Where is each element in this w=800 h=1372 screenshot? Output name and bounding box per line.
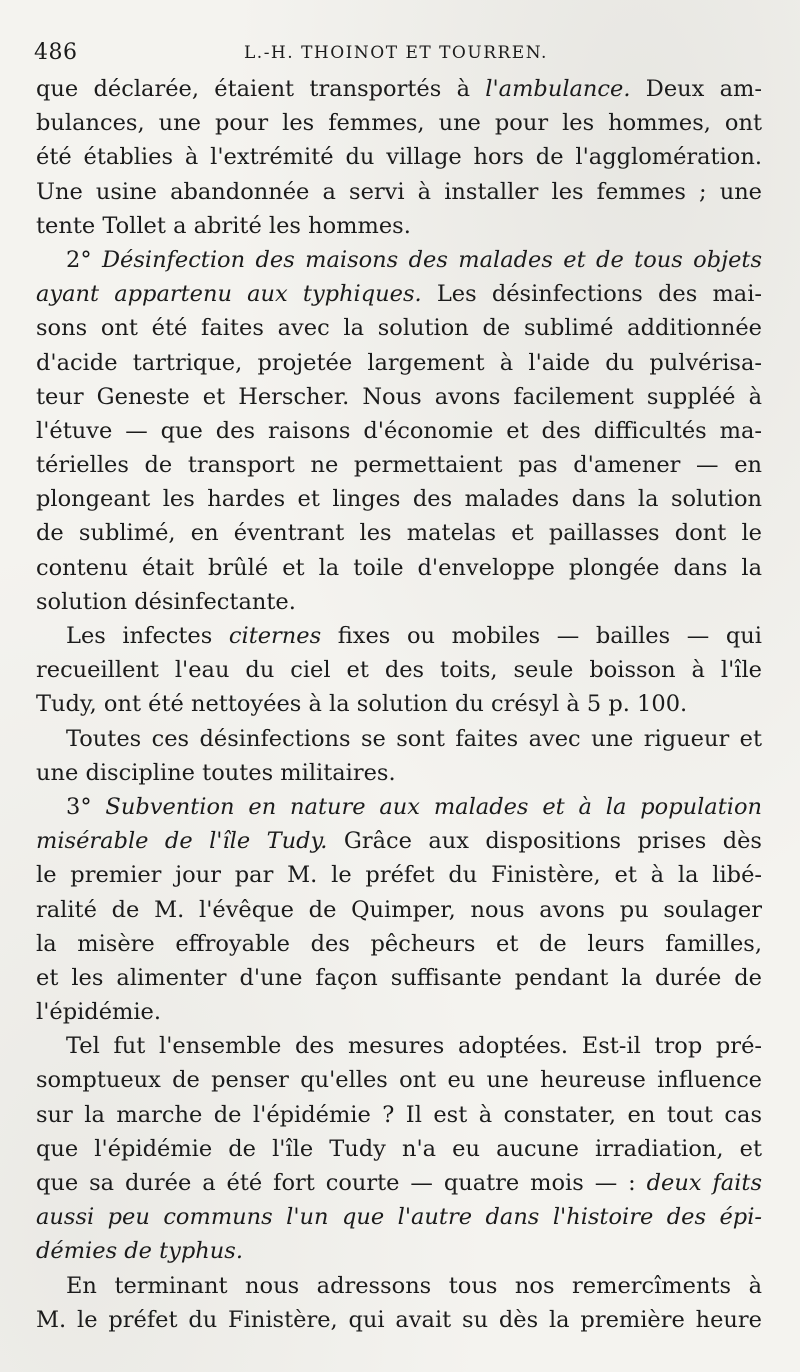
text-run: sur la marche de l'épidémie ? Il est à constater, en tout cas [36, 1101, 762, 1128]
text-run: contenu était brûlé et la toile d'enveloppe plongée dans la [36, 554, 762, 581]
text-line [36, 448, 762, 482]
running-head: L.-H. THOINOT ET TOURREN. [244, 43, 548, 63]
text-run: Les infectes [66, 623, 229, 649]
text-run: 3° [66, 793, 106, 820]
text-line [36, 1166, 762, 1200]
text-run: fixes ou mobiles — bailles — qui [321, 623, 762, 649]
text-line [36, 619, 762, 653]
text-line [36, 311, 762, 345]
body-text [36, 72, 762, 1337]
paragraph [36, 243, 762, 619]
italic-text-run: ayant appartenu aux typhiques. [36, 281, 422, 308]
text-run: sons ont été faites avec la solution de sublimé additionnée [36, 315, 762, 342]
text-run: l'étuve — que des raisons d'économie et des difficultés ma- [36, 417, 762, 444]
text-line [36, 106, 762, 140]
text-line [36, 209, 762, 243]
paragraph [36, 790, 762, 1029]
text-run: une discipline toutes militaires. [36, 759, 396, 786]
page-header [34, 34, 764, 74]
text-line [36, 790, 762, 824]
text-line [36, 414, 762, 448]
text-run: Deux am- [630, 76, 762, 102]
text-line [36, 653, 762, 687]
text-line [36, 1303, 762, 1337]
text-line [36, 346, 762, 380]
text-run: que déclarée, étaient transportés à [36, 76, 486, 102]
text-line [36, 1269, 762, 1303]
paragraph [36, 619, 762, 722]
text-run: la misère effroyable des pêcheurs et de leurs familles, [36, 930, 762, 957]
text-run: d'acide tartrique, projetée largement à l'aide du pulvérisa- [36, 349, 762, 376]
text-run: tente Tollet a abrité les hommes. [36, 212, 411, 239]
text-line [36, 1029, 762, 1063]
text-line [36, 995, 762, 1029]
text-line [36, 893, 762, 927]
text-run: M. le préfet du Finistère, qui avait su dès la première heure [36, 1306, 762, 1333]
text-run: Toutes ces désinfections se sont faites avec une rigueur et [66, 725, 762, 752]
text-line [36, 1234, 762, 1268]
text-run: le premier jour par M. le préfet du Finistère, et à la libé- [36, 862, 762, 889]
text-run: 2° [66, 246, 102, 273]
text-line [36, 585, 762, 619]
text-line [36, 277, 762, 311]
italic-text-run: deux faits [646, 1170, 762, 1196]
text-run: été établies à l'extrémité du village hors de l'agglomération. [36, 144, 762, 171]
text-line [36, 858, 762, 892]
italic-text-run: l'ambulance. [485, 76, 631, 102]
text-line [36, 1132, 762, 1166]
text-line [36, 1200, 762, 1234]
italic-text-run: Désinfection des maisons des malades et de tous objets [101, 246, 762, 273]
text-run: recueillent l'eau du ciel et des toits, seule boisson à l'île [36, 657, 762, 684]
text-line [36, 516, 762, 550]
text-run: et les alimenter d'une façon suffisante pendant la durée de [36, 964, 762, 991]
text-line [36, 961, 762, 995]
text-line [36, 551, 762, 585]
text-run: Tudy, ont été nettoyées à la solution du crésyl à 5 p. 100. [36, 691, 688, 718]
text-run: somptueux de penser qu'elles ont eu une heureuse influence [36, 1067, 762, 1094]
text-run: l'épidémie. [36, 999, 162, 1026]
text-run: térielles de transport ne permettaient pas d'amener — en [36, 452, 762, 479]
text-run: Les désinfections des mai- [421, 281, 762, 308]
text-run: Une usine abandonnée a servi à installer les femmes ; une [36, 178, 762, 205]
italic-text-run: Subvention en nature aux malades et à la population [105, 793, 762, 820]
text-line [36, 243, 762, 277]
text-line [36, 722, 762, 756]
text-line [36, 756, 762, 790]
text-line [36, 824, 762, 858]
paragraph [36, 722, 762, 790]
text-line [36, 175, 762, 209]
text-run: plongeant les hardes et linges des malades dans la solution [36, 486, 762, 513]
text-run: ralité de M. l'évêque de Quimper, nous avons pu soulager [36, 896, 762, 923]
text-run: teur Geneste et Herscher. Nous avons facilement suppléé à [36, 383, 762, 410]
text-line [36, 72, 762, 106]
text-run: bulances, une pour les femmes, une pour les hommes, ont [36, 110, 762, 137]
italic-text-run: démies de typhus. [36, 1238, 243, 1265]
italic-text-run: misérable de l'île Tudy. [36, 828, 328, 855]
text-line [36, 140, 762, 174]
text-run: Grâce aux dispositions prises dès [327, 828, 762, 855]
text-line [36, 927, 762, 961]
text-line [36, 687, 762, 721]
text-run: que l'épidémie de l'île Tudy n'a eu aucune irradiation, et [36, 1135, 762, 1162]
text-line [36, 1063, 762, 1097]
italic-text-run: aussi peu communs l'un que l'autre dans l'histoire des épi- [36, 1204, 762, 1231]
text-run: solution désinfectante. [36, 588, 296, 615]
text-line [36, 482, 762, 516]
text-run: que sa durée a été fort courte — quatre mois — : [36, 1170, 647, 1196]
text-line [36, 1098, 762, 1132]
text-run: Tel fut l'ensemble des mesures adoptées. Est-il trop pré- [66, 1033, 762, 1060]
text-run: de sublimé, en éventrant les matelas et paillasses dont le [36, 520, 762, 547]
italic-text-run: citernes [228, 623, 322, 649]
paragraph [36, 1269, 762, 1337]
text-run: En terminant nous adressons tous nos remercîments à [66, 1272, 762, 1299]
paragraph [36, 72, 762, 243]
page-number: 486 [34, 40, 78, 65]
text-line [36, 380, 762, 414]
paragraph [36, 1029, 762, 1268]
